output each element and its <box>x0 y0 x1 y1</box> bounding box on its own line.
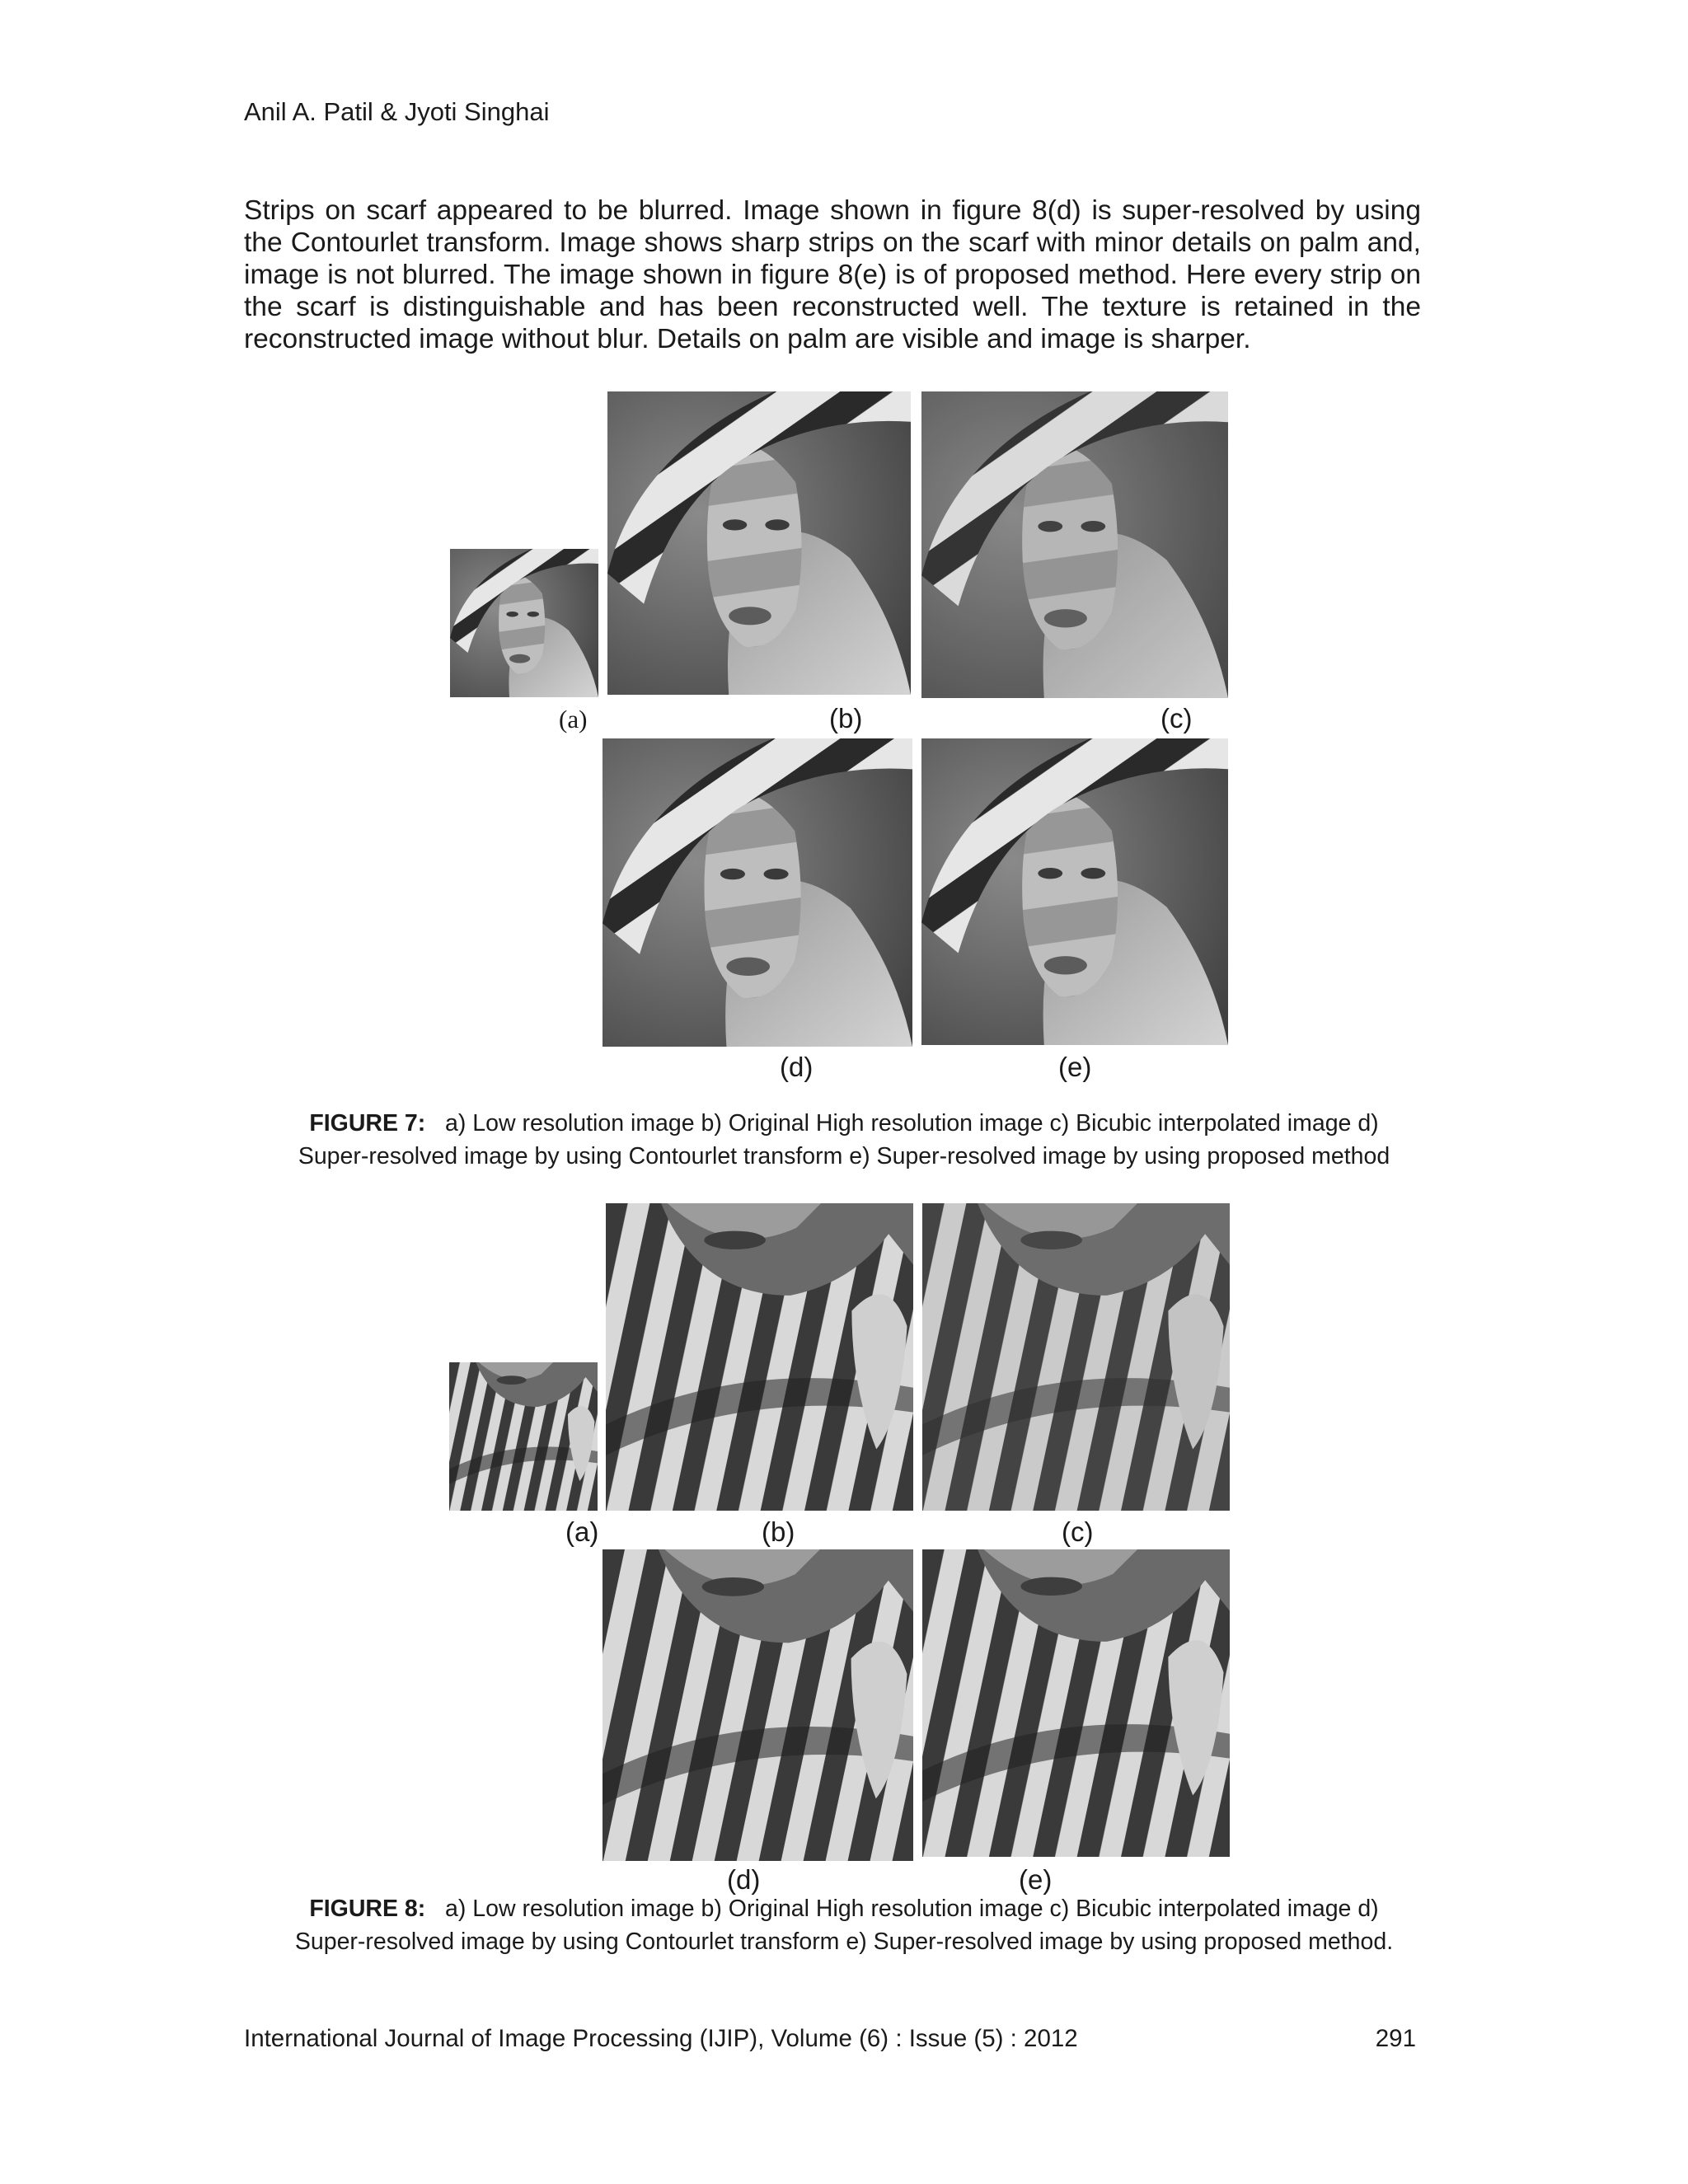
running-header: Anil A. Patil & Jyoti Singhai <box>244 97 550 126</box>
fig7-label-b: (b) <box>829 703 863 733</box>
fig8-panel-a-image <box>449 1362 598 1511</box>
body-paragraph: Strips on scarf appeared to be blurred. Image shown in figure 8(d) is super-resolved by using the Contourlet transform. Image shows sharp strips on the scarf with minor details on palm and, image is not blurred. The image shown in figure 8(e) is of proposed method. Here every strip on the scarf is distinguishable and has been reconstructed well. The texture is retained in the reconstructed image without blur. Details on palm are visible and image is sharper. <box>244 195 1421 354</box>
fig8-panel-d-image <box>603 1549 913 1861</box>
fig7-panel-e-image <box>921 738 1228 1045</box>
fig7-caption-line1: a) Low resolution image b) Original High resolution image c) Bicubic interpolated image d) <box>445 1110 1379 1137</box>
fig8-caption <box>148 1892 1540 1958</box>
fig7-label-d: (d) <box>780 1052 814 1082</box>
fig8-caption-line2: Super-resolved image by using Contourlet transform e) Super-resolved image by using proposed method. <box>294 1929 1394 1955</box>
fig8-panel-c-image <box>922 1203 1230 1511</box>
fig8-caption-line1: a) Low resolution image b) Original High resolution image c) Bicubic interpolated image d) <box>445 1896 1379 1922</box>
fig7-label-c: (c) <box>1160 703 1193 733</box>
fig7-caption <box>148 1107 1540 1173</box>
fig7-panel-b-image <box>607 391 911 695</box>
fig8-label-b: (b) <box>762 1516 795 1547</box>
page-number: 291 <box>1375 2025 1416 2052</box>
fig7-panel-a-image <box>450 549 598 697</box>
fig7-label-e: (e) <box>1058 1052 1092 1082</box>
fig8-label-a: (a) <box>565 1516 599 1547</box>
fig8-label-c: (c) <box>1062 1516 1094 1547</box>
fig7-panel-d-image <box>603 738 912 1047</box>
fig7-caption-label: FIGURE 7: <box>309 1110 426 1137</box>
journal-footer: International Journal of Image Processing (IJIP), Volume (6) : Issue (5) : 2012 <box>244 2025 1078 2052</box>
fig8-panel-b-image <box>606 1203 913 1511</box>
fig8-caption-label: FIGURE 8: <box>309 1896 426 1922</box>
fig8-label-e: (e) <box>1019 1864 1053 1895</box>
fig7-panel-c-image <box>921 391 1228 698</box>
fig7-label-a: (a) <box>559 705 588 733</box>
fig8-panel-e-image <box>922 1549 1230 1857</box>
fig8-label-d: (d) <box>727 1864 761 1895</box>
fig7-caption-line2: Super-resolved image by using Contourlet transform e) Super-resolved image by using proposed method <box>298 1143 1390 1169</box>
